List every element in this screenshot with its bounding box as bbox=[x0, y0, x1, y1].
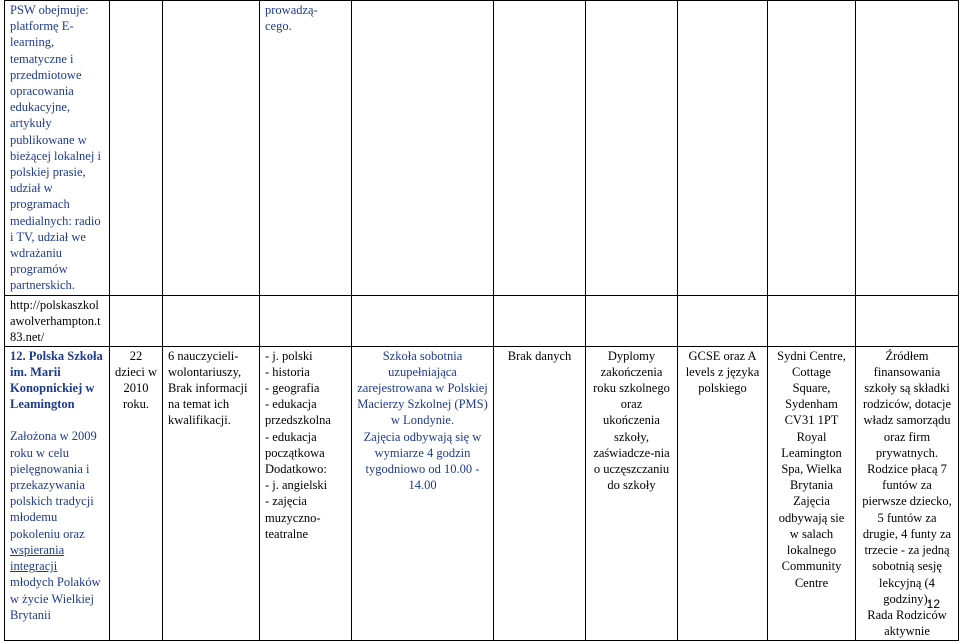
empty-cell bbox=[352, 1, 494, 296]
students-count: 22 dzieci w 2010 roku. bbox=[115, 348, 157, 412]
school-status: Szkoła sobotnia uzupełniająca zarejestrowana w Polskiej Macierzy Szkolnej (PMS) w Londynie. Zajęcia odbywają się w wymiarze 4 godzin tygodniowo od 10.00 - 14.00 bbox=[357, 348, 488, 493]
empty-cell bbox=[494, 1, 586, 296]
status-cell bbox=[352, 346, 494, 641]
teachers-info: 6 nauczycieli-wolontariuszy, Brak informacji na temat ich kwalifikacji. bbox=[168, 348, 248, 428]
empty-cell bbox=[586, 295, 678, 346]
schools-table bbox=[4, 0, 959, 641]
funding-cell bbox=[856, 346, 959, 641]
documents-info: Dyplomy zakończenia roku szkolnego oraz ukończenia szkoły, zaświadcze-nia o uczęszczaniu do szkoły bbox=[593, 348, 670, 493]
continued-text: prowadzą- cego. bbox=[265, 3, 318, 34]
empty-cell bbox=[163, 295, 260, 346]
empty-cell bbox=[494, 295, 586, 346]
documents-cell bbox=[586, 346, 678, 641]
school-description: Założona w 2009 roku w celu pielęgnowania i przekazywania polskich tradycji młodemu pokoleniu oraz wspierania integracji młodych Polaków w życie Wielkiej Brytanii bbox=[10, 429, 101, 622]
empty-cell bbox=[678, 1, 768, 296]
exams-cell bbox=[678, 346, 768, 641]
school-address: Sydni Centre, Cottage Square, Sydenham CV31 1PT Royal Leamington Spa, Wielka Brytania Zajęcia odbywają sie w salach lokalnego Community Centre bbox=[777, 348, 846, 590]
data-cell bbox=[494, 346, 586, 641]
exams-info: GCSE oraz A levels z języka polskiego bbox=[685, 348, 760, 396]
subjects-cell bbox=[260, 346, 352, 641]
integration-link-text: wspierania integracji bbox=[10, 542, 65, 574]
empty-cell bbox=[768, 295, 856, 346]
page-number: 12 bbox=[926, 597, 940, 611]
empty-cell bbox=[586, 1, 678, 296]
funding-info: Źródłem finansowania szkoły są składki rodziców, dotacje władz samorządu oraz firm prywatnych. Rodzice płacą 7 funtów za pierwsze dziecko, 5 funtów za drugie, 4 funty za trzecie - za jedną sobotnią sesję lekcyjną (4 godziny). Rada Rodziców aktywnie bbox=[862, 348, 952, 639]
continued-text-cell bbox=[260, 1, 352, 296]
students-cell bbox=[110, 346, 163, 641]
school-name: 12. Polska Szkoła im. Marii Konopnickiej w Leamington bbox=[10, 348, 103, 412]
empty-cell bbox=[678, 295, 768, 346]
program-description-cell bbox=[5, 1, 110, 296]
empty-cell bbox=[110, 295, 163, 346]
no-data-text: Brak danych bbox=[507, 348, 572, 363]
empty-cell bbox=[856, 295, 959, 346]
empty-cell bbox=[260, 295, 352, 346]
subjects-list: - j. polski - historia - geografia - edukacja przedszkolna - edukacja początkowa Dodatkowo: - j. angielski - zajęcia muzyczno-teatralne bbox=[265, 348, 331, 541]
program-description: PSW obejmuje: platformę E-learning, tematyczne i przedmiotowe opracowania edukacyjne, artykuły publikowane w bieżącej lokalnej i polskiej prasie, udział w programach medialnych: radio i TV, udział we wdrażaniu programów partnerskich. bbox=[10, 3, 101, 293]
school-cell bbox=[5, 346, 110, 641]
address-cell bbox=[768, 346, 856, 641]
teachers-cell bbox=[163, 346, 260, 641]
empty-cell bbox=[163, 1, 260, 296]
url-cell bbox=[5, 295, 110, 346]
table-row-url bbox=[5, 295, 959, 346]
table-row-top bbox=[5, 1, 959, 296]
empty-cell bbox=[856, 1, 959, 296]
school-website-link[interactable]: http://polskaszkolawolverhampton.t83.net/ bbox=[10, 298, 101, 345]
table-row-school bbox=[5, 346, 959, 641]
empty-cell bbox=[352, 295, 494, 346]
empty-cell bbox=[110, 1, 163, 296]
empty-cell bbox=[768, 1, 856, 296]
